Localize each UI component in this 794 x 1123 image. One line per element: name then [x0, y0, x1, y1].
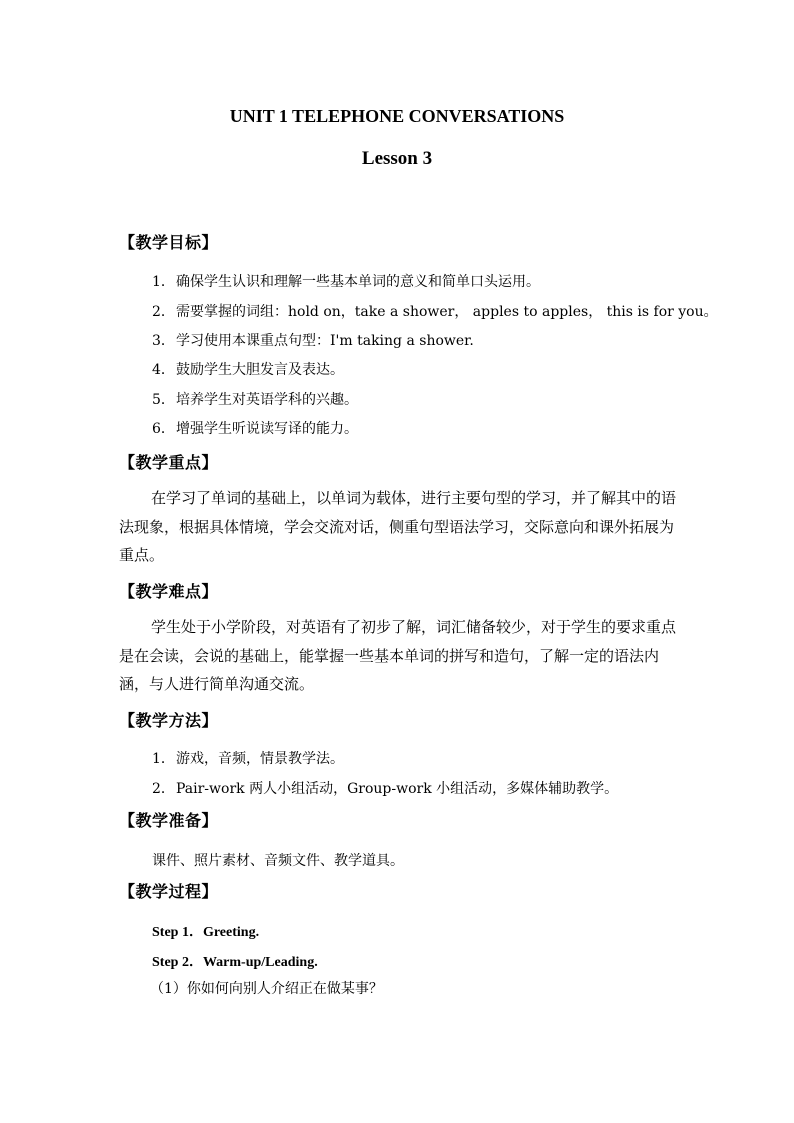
heading-preparation: 【教学准备】 [119, 811, 219, 830]
objective-item [152, 418, 358, 438]
item-number: 2． [152, 781, 175, 797]
document-subtitle: Lesson 3 [361, 148, 433, 169]
item-text: Pair-work 两人小组活动，Group-work 小组活动，多媒体辅助教学。 [176, 781, 619, 797]
heading-objectives: 【教学目标】 [119, 233, 219, 252]
item-text: 需要掌握的词组：hold on，take a shower， apples to apples， this is for you。 [176, 304, 718, 320]
item-text: 游戏，音频，情景教学法。 [176, 751, 344, 767]
item-number: 1． [152, 751, 175, 767]
heading-difficulties: 【教学难点】 [119, 582, 219, 601]
item-text: 学习使用本课重点句型：I'm taking a shower. [176, 333, 474, 349]
preparation-text: 课件、照片素材、音频文件、教学道具。 [152, 853, 404, 869]
document-title: UNIT 1 TELEPHONE CONVERSATIONS [229, 106, 565, 126]
item-number: 4． [152, 362, 175, 378]
objective-item [152, 330, 474, 350]
key-points-paragraph: 在学习了单词的基础上，以单词为载体，进行主要句型的学习，并了解其中的语法现象，根据具体情境，学会交流对话，侧重句型语法学习，交际意向和课外拓展为重点。 [119, 489, 677, 564]
difficulties-paragraph: 学生处于小学阶段，对英语有了初步了解，词汇储备较少，对于学生的要求重点是在会读，会说的基础上，能掌握一些基本单词的拼写和造句，了解一定的语法内涵，与人进行简单沟通交流。 [119, 618, 677, 693]
item-text: 增强学生听说读写译的能力。 [176, 421, 358, 437]
item-number: 6． [152, 421, 175, 437]
heading-key-points: 【教学重点】 [119, 453, 219, 472]
item-text: 鼓励学生大胆发言及表达。 [176, 362, 344, 378]
item-number: 3． [152, 333, 175, 349]
method-item [152, 748, 344, 768]
process-step: Step 1．Greeting. [152, 925, 260, 940]
objective-item [152, 301, 718, 321]
item-text: 培养学生对英语学科的兴趣。 [176, 392, 358, 408]
heading-process: 【教学过程】 [119, 882, 219, 901]
process-sub-item: （1）你如何向别人介绍正在做某事？ [150, 981, 383, 997]
objective-item [152, 389, 358, 409]
process-step: Step 2．Warm-up/Leading. [152, 955, 318, 970]
objective-item [152, 359, 344, 379]
item-number: 5． [152, 392, 175, 408]
method-item [152, 778, 618, 798]
item-number: 1． [152, 274, 175, 290]
item-text: 确保学生认识和理解一些基本单词的意义和简单口头运用。 [176, 274, 540, 290]
heading-methods: 【教学方法】 [119, 711, 219, 730]
objective-item [152, 271, 540, 291]
item-number: 2． [152, 304, 175, 320]
